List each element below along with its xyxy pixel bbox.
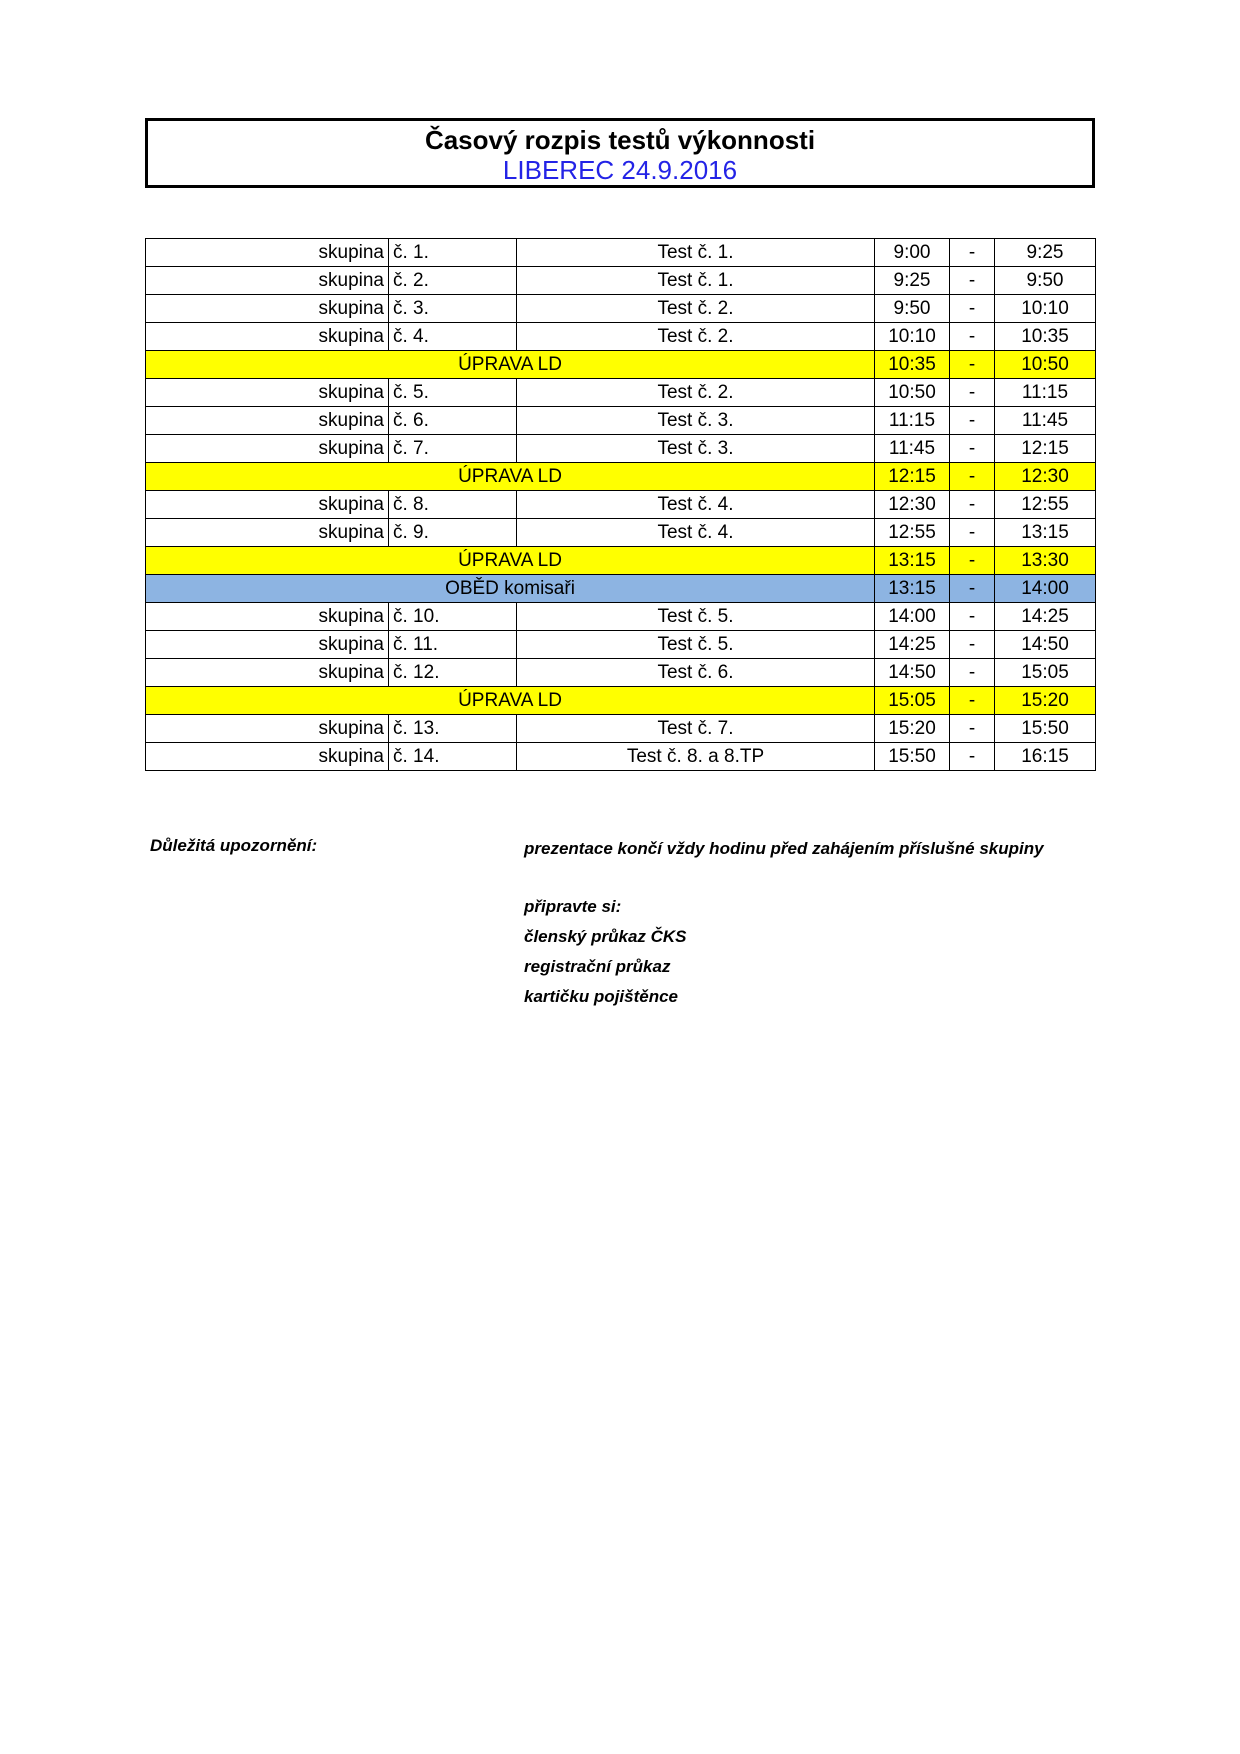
table-row <box>146 659 1096 687</box>
cell-end-time: 14:50 <box>995 631 1096 659</box>
cell-test: Test č. 3. <box>517 435 875 463</box>
cell-separator: - <box>950 295 995 323</box>
cell-separator: - <box>950 743 995 771</box>
cell-start-time: 15:20 <box>875 715 950 743</box>
cell-start-time: 12:55 <box>875 519 950 547</box>
cell-start-time: 14:25 <box>875 631 950 659</box>
cell-end-time: 10:50 <box>995 351 1096 379</box>
cell-group-number: č. 13. <box>389 715 517 743</box>
notes-item: registrační průkaz <box>524 957 671 976</box>
cell-separator: - <box>950 463 995 491</box>
cell-start-time: 10:50 <box>875 379 950 407</box>
table-row-ice-resurfacing <box>146 463 1096 491</box>
cell-start-time: 13:15 <box>875 575 950 603</box>
cell-group: skupina <box>146 519 389 547</box>
cell-start-time: 12:30 <box>875 491 950 519</box>
table-row <box>146 435 1096 463</box>
notes-item: kartičku pojištěnce <box>524 987 679 1006</box>
cell-group: skupina <box>146 435 389 463</box>
cell-end-time: 10:35 <box>995 323 1096 351</box>
cell-separator: - <box>950 631 995 659</box>
cell-group-number: č. 6. <box>389 407 517 435</box>
notes-item: členský průkaz ČKS <box>524 927 687 946</box>
table-row-ice-resurfacing <box>146 687 1096 715</box>
cell-separator: - <box>950 435 995 463</box>
table-row <box>146 379 1096 407</box>
cell-end-time: 10:10 <box>995 295 1096 323</box>
cell-break-label: OBĚD komisaři <box>146 575 875 603</box>
cell-test: Test č. 5. <box>517 631 875 659</box>
cell-test: Test č. 3. <box>517 407 875 435</box>
cell-end-time: 15:05 <box>995 659 1096 687</box>
schedule-body <box>146 239 1096 771</box>
cell-group-number: č. 10. <box>389 603 517 631</box>
cell-test: Test č. 6. <box>517 659 875 687</box>
cell-group-number: č. 7. <box>389 435 517 463</box>
table-row <box>146 267 1096 295</box>
cell-break-label: ÚPRAVA LD <box>146 351 875 379</box>
cell-start-time: 11:15 <box>875 407 950 435</box>
cell-group: skupina <box>146 323 389 351</box>
notes-line-presentation: prezentace končí vždy hodinu před zahájením příslušné skupiny <box>524 839 1044 858</box>
cell-group: skupina <box>146 743 389 771</box>
cell-separator: - <box>950 379 995 407</box>
cell-separator: - <box>950 323 995 351</box>
cell-end-time: 11:15 <box>995 379 1096 407</box>
cell-group-number: č. 4. <box>389 323 517 351</box>
cell-separator: - <box>950 687 995 715</box>
cell-group-number: č. 8. <box>389 491 517 519</box>
table-row <box>146 715 1096 743</box>
cell-end-time: 11:45 <box>995 407 1096 435</box>
cell-separator: - <box>950 407 995 435</box>
cell-separator: - <box>950 491 995 519</box>
cell-group-number: č. 1. <box>389 239 517 267</box>
cell-test: Test č. 4. <box>517 491 875 519</box>
cell-group-number: č. 5. <box>389 379 517 407</box>
cell-end-time: 16:15 <box>995 743 1096 771</box>
table-row <box>146 603 1096 631</box>
cell-start-time: 13:15 <box>875 547 950 575</box>
cell-end-time: 14:00 <box>995 575 1096 603</box>
schedule-table <box>145 238 1096 771</box>
notes-body <box>524 836 1044 1012</box>
cell-start-time: 10:35 <box>875 351 950 379</box>
table-row <box>146 407 1096 435</box>
cell-separator: - <box>950 715 995 743</box>
table-row-ice-resurfacing <box>146 547 1096 575</box>
cell-test: Test č. 2. <box>517 295 875 323</box>
cell-separator: - <box>950 519 995 547</box>
cell-test: Test č. 1. <box>517 267 875 295</box>
cell-group-number: č. 11. <box>389 631 517 659</box>
cell-separator: - <box>950 547 995 575</box>
cell-test: Test č. 4. <box>517 519 875 547</box>
cell-test: Test č. 2. <box>517 379 875 407</box>
cell-separator: - <box>950 239 995 267</box>
cell-separator: - <box>950 659 995 687</box>
table-row <box>146 743 1096 771</box>
cell-break-label: ÚPRAVA LD <box>146 687 875 715</box>
page-title: Časový rozpis testů výkonnosti <box>424 125 816 155</box>
cell-group: skupina <box>146 379 389 407</box>
table-row <box>146 323 1096 351</box>
cell-group-number: č. 14. <box>389 743 517 771</box>
cell-end-time: 9:25 <box>995 239 1096 267</box>
cell-start-time: 11:45 <box>875 435 950 463</box>
cell-group: skupina <box>146 491 389 519</box>
table-row <box>146 519 1096 547</box>
cell-group: skupina <box>146 267 389 295</box>
cell-test: Test č. 5. <box>517 603 875 631</box>
cell-end-time: 12:30 <box>995 463 1096 491</box>
table-row-lunch <box>146 575 1096 603</box>
cell-end-time: 14:25 <box>995 603 1096 631</box>
notes-prepare-title: připravte si: <box>524 897 622 916</box>
cell-end-time: 15:20 <box>995 687 1096 715</box>
cell-break-label: ÚPRAVA LD <box>146 463 875 491</box>
cell-group: skupina <box>146 659 389 687</box>
cell-start-time: 9:00 <box>875 239 950 267</box>
page-subtitle: LIBEREC 24.9.2016 <box>502 155 738 185</box>
cell-end-time: 13:15 <box>995 519 1096 547</box>
cell-start-time: 10:10 <box>875 323 950 351</box>
cell-group-number: č. 2. <box>389 267 517 295</box>
cell-separator: - <box>950 351 995 379</box>
notes-label: Důležitá upozornění: <box>150 836 318 855</box>
table-row-ice-resurfacing <box>146 351 1096 379</box>
cell-test: Test č. 1. <box>517 239 875 267</box>
cell-start-time: 9:25 <box>875 267 950 295</box>
cell-start-time: 14:00 <box>875 603 950 631</box>
header-box <box>145 118 1095 188</box>
table-row <box>146 491 1096 519</box>
cell-test: Test č. 2. <box>517 323 875 351</box>
cell-group-number: č. 9. <box>389 519 517 547</box>
table-row <box>146 295 1096 323</box>
cell-end-time: 12:15 <box>995 435 1096 463</box>
cell-separator: - <box>950 575 995 603</box>
cell-break-label: ÚPRAVA LD <box>146 547 875 575</box>
cell-group: skupina <box>146 603 389 631</box>
cell-group-number: č. 3. <box>389 295 517 323</box>
cell-end-time: 9:50 <box>995 267 1096 295</box>
cell-group: skupina <box>146 239 389 267</box>
cell-group: skupina <box>146 631 389 659</box>
cell-end-time: 15:50 <box>995 715 1096 743</box>
cell-end-time: 12:55 <box>995 491 1096 519</box>
cell-group: skupina <box>146 295 389 323</box>
cell-test: Test č. 8. a 8.TP <box>517 743 875 771</box>
cell-start-time: 15:05 <box>875 687 950 715</box>
cell-test: Test č. 7. <box>517 715 875 743</box>
cell-start-time: 14:50 <box>875 659 950 687</box>
cell-end-time: 13:30 <box>995 547 1096 575</box>
cell-separator: - <box>950 267 995 295</box>
cell-start-time: 9:50 <box>875 295 950 323</box>
cell-start-time: 12:15 <box>875 463 950 491</box>
cell-start-time: 15:50 <box>875 743 950 771</box>
cell-group-number: č. 12. <box>389 659 517 687</box>
table-row <box>146 239 1096 267</box>
table-row <box>146 631 1096 659</box>
cell-separator: - <box>950 603 995 631</box>
cell-group: skupina <box>146 715 389 743</box>
cell-group: skupina <box>146 407 389 435</box>
